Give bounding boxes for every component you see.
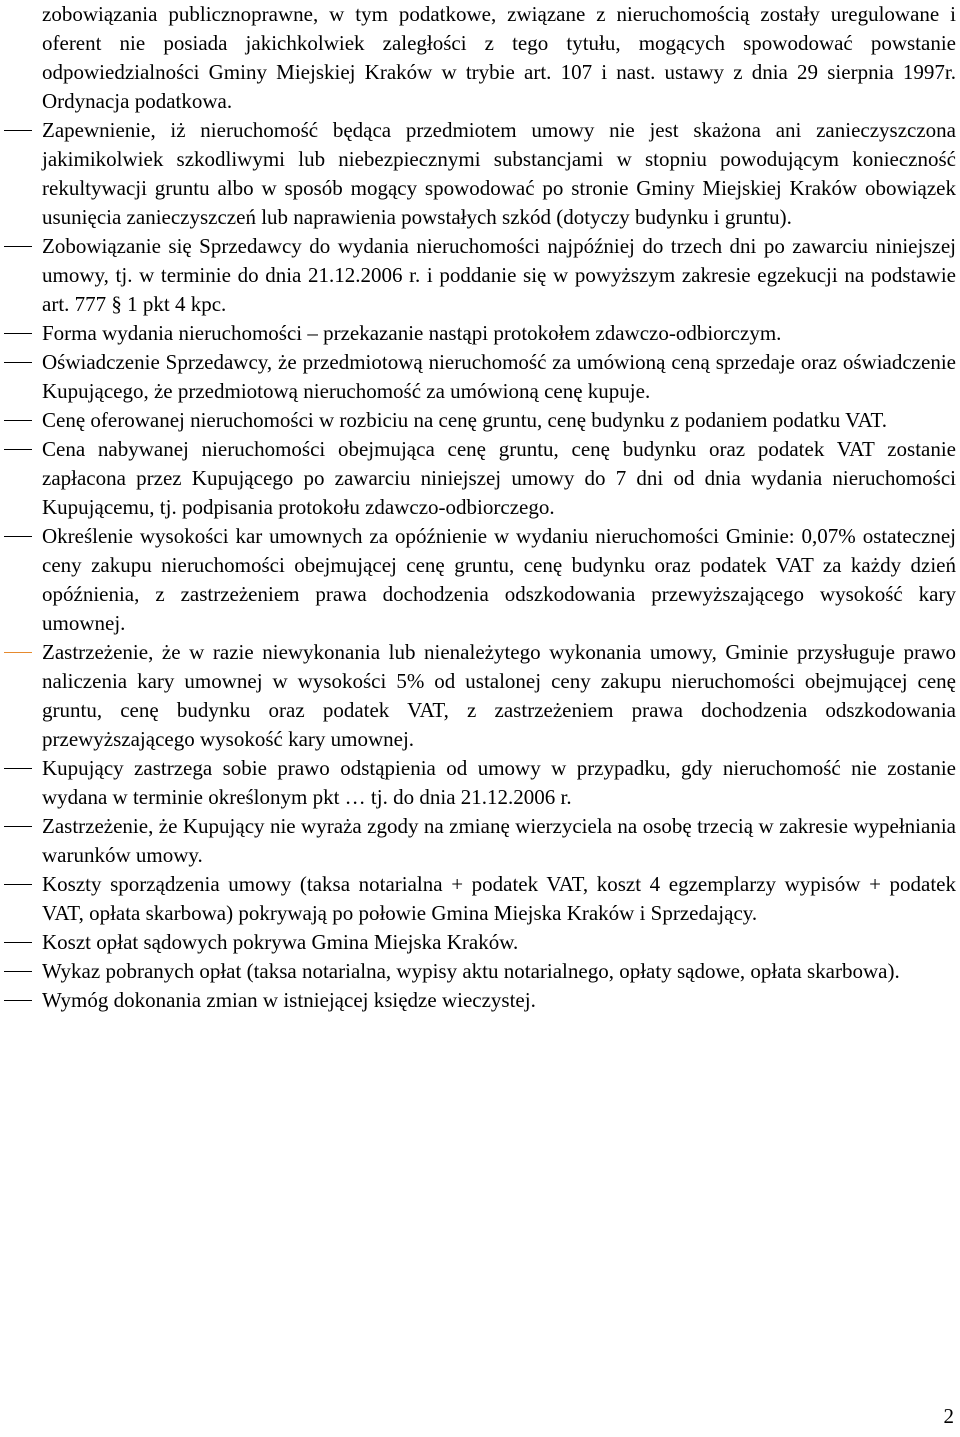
dash-bullet [4, 246, 32, 247]
dash-bullet [4, 652, 32, 653]
list-item: Oświadczenie Sprzedawcy, że przedmiotową nieruchomość za umówioną ceną sprzedaje oraz oświadczenie Kupującego, że przedmiotową nieruchomość za umówioną cenę kupuje. [0, 348, 956, 406]
dash-bullet [4, 362, 32, 363]
list-item: Wymóg dokonania zmian w istniejącej księdze wieczystej. [0, 986, 956, 1015]
dash-bullet [4, 826, 32, 827]
requirements-list [0, 116, 960, 1015]
page-number: 2 [943, 1404, 954, 1428]
dash-bullet [4, 449, 32, 450]
list-item: Określenie wysokości kar umownych za opóźnienie w wydaniu nieruchomości Gminie: 0,07% ostatecznej ceny zakupu nieruchomości obejmującej cenę gruntu, cenę budynku oraz podatek VAT za każdy dzień opóźnienia, z zastrzeżeniem prawa dochodzenia odszkodowania przewyższającego wysokość kary umownej. [0, 522, 956, 638]
list-item: Koszt opłat sądowych pokrywa Gmina Miejska Kraków. [0, 928, 956, 957]
dash-bullet [4, 1000, 32, 1001]
dash-bullet [4, 768, 32, 769]
list-item: Zobowiązanie się Sprzedawcy do wydania nieruchomości najpóźniej do trzech dni po zawarciu niniejszej umowy, tj. w terminie do dnia 21.12.2006 r. i poddanie się w powyższym zakresie egzekucji na podstawie art. 777 § 1 pkt 4 kpc. [0, 232, 956, 319]
list-item: Zastrzeżenie, że Kupujący nie wyraża zgody na zmianę wierzyciela na osobę trzecią w zakresie wypełniania warunków umowy. [0, 812, 956, 870]
list-item: Kupujący zastrzega sobie prawo odstąpienia od umowy w przypadku, gdy nieruchomość nie zostanie wydana w terminie określonym pkt … tj. do dnia 21.12.2006 r. [0, 754, 956, 812]
continuation-paragraph: zobowiązania publicznoprawne, w tym podatkowe, związane z nieruchomością zostały uregulowane i oferent nie posiada jakichkolwiek zaległości z tego tytułu, mogących spowodować powstanie odpowiedzialności Gminy Miejskiej Kraków w trybie art. 107 i nast. ustawy z dnia 29 sierpnia 1997r. Ordynacja podatkowa. [42, 2, 956, 113]
list-item: Wykaz pobranych opłat (taksa notarialna, wypisy aktu notarialnego, opłaty sądowe, opłata skarbowa). [0, 957, 956, 986]
dash-bullet [4, 333, 32, 334]
list-item: Cenę oferowanej nieruchomości w rozbiciu na cenę gruntu, cenę budynku z podaniem podatku VAT. [0, 406, 956, 435]
dash-bullet [4, 942, 32, 943]
dash-bullet [4, 536, 32, 537]
list-item: Zastrzeżenie, że w razie niewykonania lub nienależytego wykonania umowy, Gminie przysługuje prawo naliczenia kary umownej w wysokości 5% od ustalonej ceny zakupu nieruchomości obejmującej cenę gruntu, cenę budynku oraz podatek VAT, z zastrzeżeniem prawa dochodzenia odszkodowania przewyższającego wysokość kary umownej. [0, 638, 956, 754]
list-item: Zapewnienie, iż nieruchomość będąca przedmiotem umowy nie jest skażona ani zanieczyszczona jakimikolwiek szkodliwymi lub niebezpiecznymi substancjami w stopniu powodującym konieczność rekultywacji gruntu albo w sposób mogący spowodować po stronie Gminy Miejskiej Kraków obowiązek usunięcia zanieczyszczeń lub naprawienia powstałych szkód (dotyczy budynku i gruntu). [0, 116, 956, 232]
dash-bullet [4, 130, 32, 131]
dash-bullet [4, 971, 32, 972]
dash-bullet [4, 420, 32, 421]
dash-bullet [4, 884, 32, 885]
list-item: Koszty sporządzenia umowy (taksa notarialna + podatek VAT, koszt 4 egzemplarzy wypisów + podatek VAT, opłata skarbowa) pokrywają po połowie Gmina Miejska Kraków i Sprzedający. [0, 870, 956, 928]
list-item: Cena nabywanej nieruchomości obejmująca cenę gruntu, cenę budynku oraz podatek VAT zostanie zapłacona przez Kupującego po zawarciu niniejszej umowy do 7 dni od dnia wydania nieruchomości Kupującemu, tj. podpisania protokołu zdawczo-odbiorczego. [0, 435, 956, 522]
list-item: Forma wydania nieruchomości – przekazanie nastąpi protokołem zdawczo-odbiorczym. [0, 319, 956, 348]
